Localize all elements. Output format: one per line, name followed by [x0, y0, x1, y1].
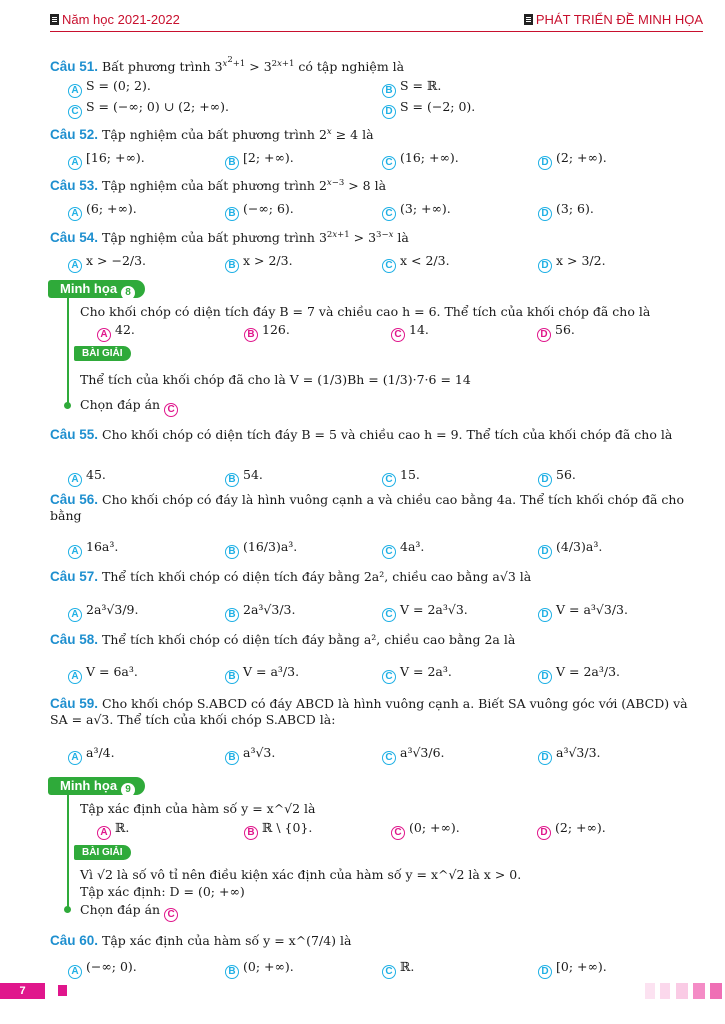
mh9-option-b[interactable]: B ℝ \ {0}.: [244, 820, 312, 840]
q59-option-a[interactable]: A a³/4.: [68, 745, 115, 765]
q59-option-b[interactable]: B a³√3.: [225, 745, 275, 765]
mh9-option-a[interactable]: A ℝ.: [97, 820, 129, 840]
footer-decor: [645, 983, 655, 999]
page-number: 7: [0, 983, 45, 999]
q53-option-d[interactable]: D (3; 6).: [538, 201, 594, 221]
q53-option-b[interactable]: B (−∞; 6).: [225, 201, 294, 221]
q56-option-b[interactable]: B (16/3)a³.: [225, 539, 297, 559]
minh-hoa-8-header: Minh họa 8: [48, 280, 145, 298]
q57-option-d[interactable]: D V = a³√3/3.: [538, 602, 628, 622]
q55-option-a[interactable]: A 45.: [68, 467, 106, 487]
question-52: Câu 52. Tập nghiệm của bất phương trình $2^x \ge 4$ là: [50, 127, 374, 143]
header-left: Năm học 2021-2022: [50, 12, 180, 27]
q51-option-d[interactable]: D S = (−2; 0).: [382, 99, 475, 119]
q59-option-d[interactable]: D a³√3/3.: [538, 745, 601, 765]
q54-option-c[interactable]: C x < 2/3.: [382, 253, 450, 273]
header-rule: [50, 31, 703, 32]
q54-option-d[interactable]: D x > 3/2.: [538, 253, 606, 273]
q53-option-a[interactable]: A (6; +∞).: [68, 201, 137, 221]
footer-decor: [693, 983, 705, 999]
mh8-solution-tag: BÀI GIẢI: [74, 346, 131, 361]
document-icon: [524, 14, 533, 25]
footer-decor: [660, 983, 670, 999]
mh8-option-a[interactable]: A 42.: [97, 322, 135, 342]
mh8-option-b[interactable]: B 126.: [244, 322, 290, 342]
q58-option-d[interactable]: D V = 2a³/3.: [538, 664, 620, 684]
q55-option-d[interactable]: D 56.: [538, 467, 576, 487]
header-right: PHÁT TRIỂN ĐỀ MINH HỌA: [524, 12, 703, 27]
q55-option-b[interactable]: B 54.: [225, 467, 263, 487]
document-icon: [50, 14, 59, 25]
q60-option-c[interactable]: C ℝ.: [382, 959, 414, 979]
mh9-option-c[interactable]: C (0; +∞).: [391, 820, 460, 840]
mh9-solution-tag: BÀI GIẢI: [74, 845, 131, 860]
q52-option-a[interactable]: A [16; +∞).: [68, 150, 145, 170]
minh-hoa-9-rule: [67, 795, 69, 910]
mh8-choose: Chọn đáp án C: [80, 397, 705, 417]
mh9-end-dot: [64, 906, 71, 913]
q57-option-b[interactable]: B 2a³√3/3.: [225, 602, 295, 622]
footer-decor: [710, 983, 722, 999]
q58-option-b[interactable]: B V = a³/3.: [225, 664, 299, 684]
question-60: Câu 60. Tập xác định của hàm số y = x^(7/4) là: [50, 933, 352, 948]
minh-hoa-8-rule: [67, 298, 69, 406]
question-55: Câu 55. Cho khối chóp có diện tích đáy B = 5 và chiều cao h = 9. Thể tích của khối chóp đã cho là: [50, 427, 673, 442]
mh8-option-d[interactable]: D 56.: [537, 322, 575, 342]
q55-option-c[interactable]: C 15.: [382, 467, 420, 487]
mh8-solution: Thể tích của khối chóp đã cho là V = (1/3)Bh = (1/3)·7·6 = 14: [80, 372, 471, 387]
q54-option-a[interactable]: A x > −2/3.: [68, 253, 146, 273]
q58-option-c[interactable]: C V = 2a³.: [382, 664, 452, 684]
q60-option-d[interactable]: D [0; +∞).: [538, 959, 607, 979]
question-51: Câu 51. Bất phương trình $3^{x^2+1} > 3^{2x+1}$ có tập nghiệm là: [50, 55, 405, 74]
q53-option-c[interactable]: C (3; +∞).: [382, 201, 451, 221]
question-57: Câu 57. Thể tích khối chóp có diện tích đáy bằng 2a², chiều cao bằng a√3 là: [50, 569, 532, 584]
q57-option-c[interactable]: C V = 2a³√3.: [382, 602, 468, 622]
q56-option-c[interactable]: C 4a³.: [382, 539, 424, 559]
q51-option-a[interactable]: A S = (0; 2).: [68, 78, 151, 98]
mh9-solution-1: Vì √2 là số vô tỉ nên điều kiện xác định của hàm số y = x^√2 là x > 0.: [80, 867, 522, 882]
q56-option-a[interactable]: A 16a³.: [68, 539, 118, 559]
q52-option-b[interactable]: B [2; +∞).: [225, 150, 294, 170]
q60-option-a[interactable]: A (−∞; 0).: [68, 959, 137, 979]
mh9-solution-2: Tập xác định: D = (0; +∞): [80, 884, 245, 899]
q57-option-a[interactable]: A 2a³√3/9.: [68, 602, 138, 622]
q52-option-c[interactable]: C (16; +∞).: [382, 150, 459, 170]
mh8-question: Cho khối chóp có diện tích đáy B = 7 và chiều cao h = 6. Thể tích của khối chóp đã cho là: [80, 304, 651, 319]
q58-option-a[interactable]: A V = 6a³.: [68, 664, 138, 684]
question-56: Câu 56. Cho khối chóp có đáy là hình vuông cạnh a và chiều cao bằng 4a. Thể tích khối chóp đã cho bằng: [50, 492, 685, 523]
q56-option-d[interactable]: D (4/3)a³.: [538, 539, 602, 559]
mh9-question: Tập xác định của hàm số y = x^√2 là: [80, 801, 316, 816]
q54-option-b[interactable]: B x > 2/3.: [225, 253, 293, 273]
minh-hoa-9-header: Minh họa 9: [48, 777, 145, 795]
q60-option-b[interactable]: B (0; +∞).: [225, 959, 294, 979]
q59-option-c[interactable]: C a³√3/6.: [382, 745, 445, 765]
mh8-option-c[interactable]: C 14.: [391, 322, 429, 342]
footer-decor: [676, 983, 688, 999]
q52-option-d[interactable]: D (2; +∞).: [538, 150, 607, 170]
q51-option-c[interactable]: C S = (−∞; 0) ∪ (2; +∞).: [68, 99, 229, 119]
q51-option-b[interactable]: B S = ℝ.: [382, 78, 441, 98]
mh9-choose: Chọn đáp án C: [80, 902, 705, 922]
document-icon: [58, 985, 67, 996]
question-59: Câu 59. Cho khối chóp S.ABCD có đáy ABCD là hình vuông cạnh a. Biết SA vuông góc với (ABCD) và SA = a√3. Thể tích của khối chóp S.ABCD là:: [50, 696, 688, 727]
mh9-option-d[interactable]: D (2; +∞).: [537, 820, 606, 840]
question-54: Câu 54. Tập nghiệm của bất phương trình $3^{2x+1} > 3^{3-x}$ là: [50, 230, 409, 246]
mh8-end-dot: [64, 402, 71, 409]
question-58: Câu 58. Thể tích khối chóp có diện tích đáy bằng a², chiều cao bằng 2a là: [50, 632, 516, 647]
question-53: Câu 53. Tập nghiệm của bất phương trình $2^{x-3} > 8$ là: [50, 178, 387, 194]
